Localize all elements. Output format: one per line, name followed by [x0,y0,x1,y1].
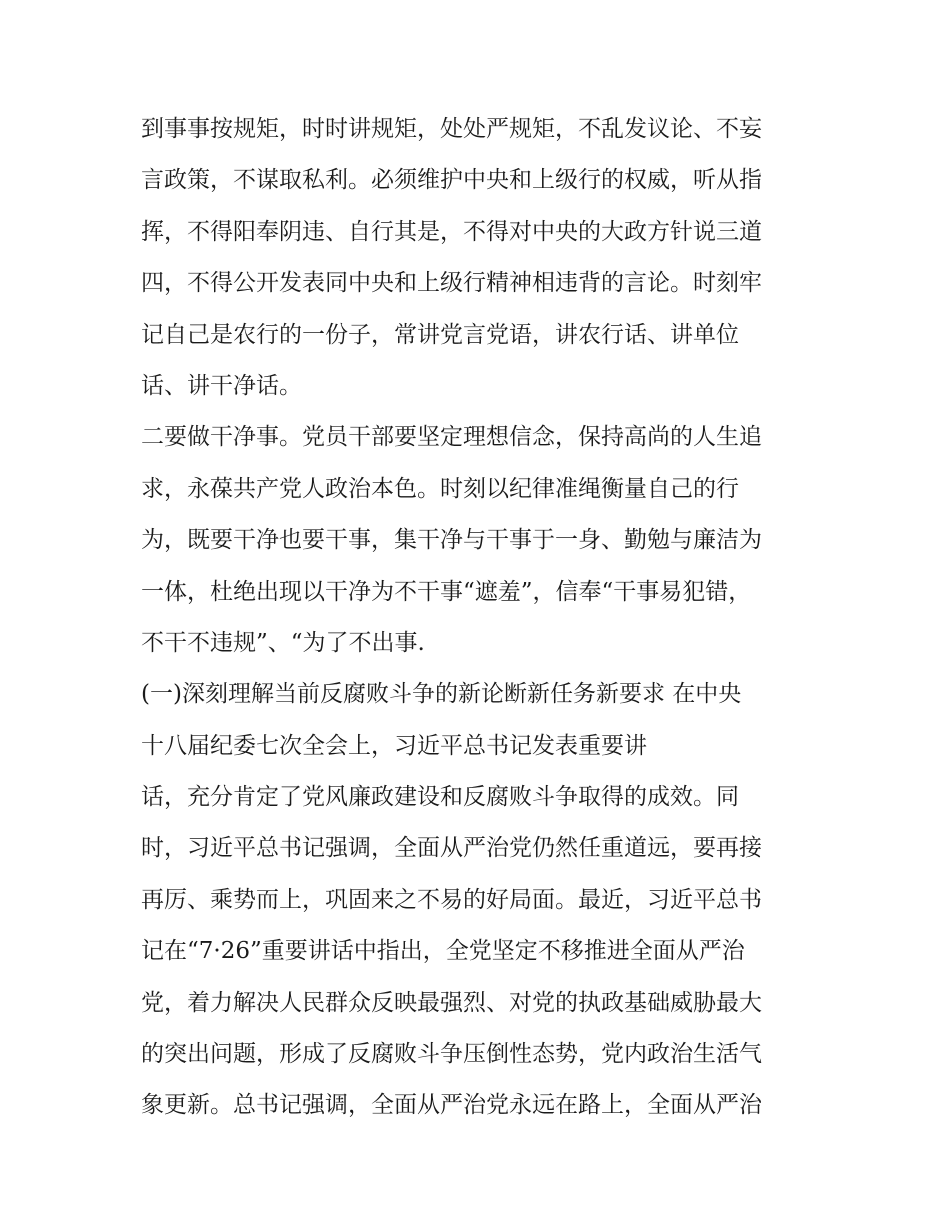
text-line-20: 象更新。总书记强调，全面从严治党永远在路上，全面从严治 [141,1092,762,1119]
text-line-9: 为，既要干净也要干事，集干净与干事于一身、勤勉与廉洁为 [141,527,762,554]
text-line-13: 十八届纪委七次全会上，习近平总书记发表重要讲 [141,732,647,759]
text-line-5: 记自己是农行的一份子，常讲党言党语，讲农行话、讲单位 [141,321,739,348]
text-line-11: 不干不违规”、“为了不出事. [141,629,425,656]
text-line-1: 到事事按规矩，时时讲规矩，处处严规矩，不乱发议论、不妄 [141,116,762,142]
text-line-19: 的突出问题，形成了反腐败斗争压倒性态势，党内政治生活气 [141,1041,762,1068]
text-line-10: 一体，杜绝出现以干净为不干事“遮羞”，信奉“干事易犯错， [141,578,752,605]
text-line-6: 话、讲干净话。 [141,372,302,399]
text-line-16: 再厉、乘势而上，巩固来之不易的好局面。最近，习近平总书 [141,886,762,913]
text-line-2: 言政策，不谋取私利。必须维护中央和上级行的权威，听从指 [141,167,762,194]
text-line-3: 挥，不得阳奉阴违、自行其是，不得对中央的大政方针说三道 [141,218,762,245]
text-line-18: 党，着力解决人民群众反映最强烈、对党的执政基础威胁最大 [141,989,762,1016]
text-line-8: 求，永葆共产党人政治本色。时刻以纪律准绳衡量自己的行 [141,475,739,502]
section-heading-line: (一)深刻理解当前反腐败斗争的新论断新任务新要求 在中央 [141,681,742,708]
text-line-14: 话，充分肯定了党风廉政建设和反腐败斗争取得的成效。同 [141,784,739,811]
text-line-7: 二要做干净事。党员干部要坚定理想信念，保持高尚的人生追 [141,424,762,451]
text-line-17: 记在“7·26”重要讲话中指出，全党坚定不移推进全面从严治 [141,938,745,965]
text-line-15: 时，习近平总书记强调，全面从严治党仍然任重道远，要再接 [141,835,762,862]
text-line-4: 四，不得公开发表同中央和上级行精神相违背的言论。时刻牢 [141,270,762,297]
body-text [141,104,831,1132]
